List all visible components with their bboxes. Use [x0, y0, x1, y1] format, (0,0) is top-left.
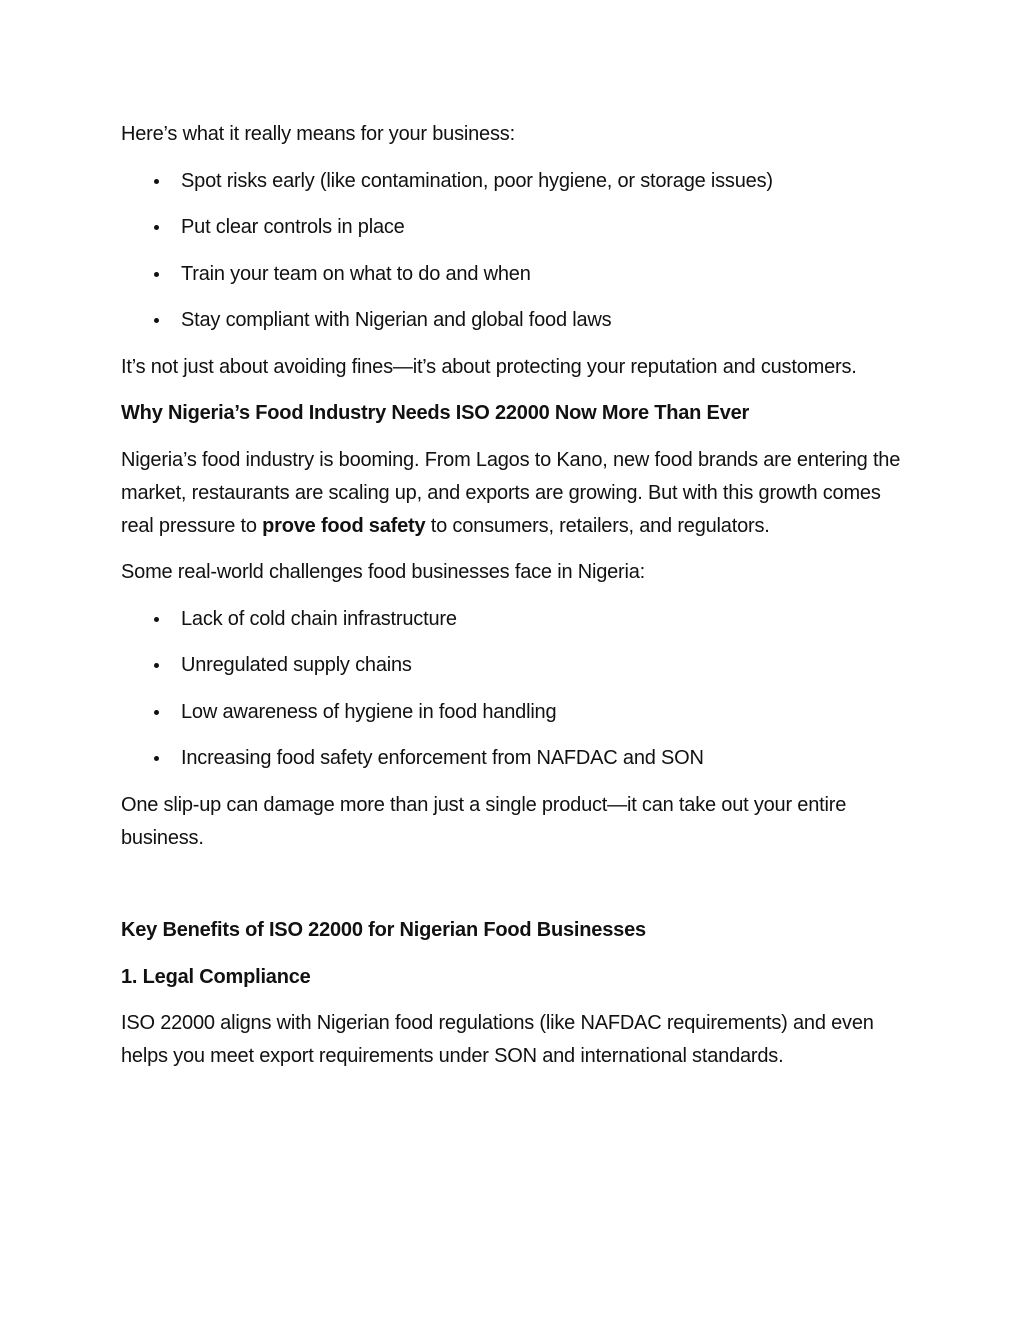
booming-text-bold: prove food safety	[262, 514, 426, 537]
list-item	[121, 742, 911, 775]
challenges-intro: Some real-world challenges food businesses face in Nigeria:	[121, 561, 646, 583]
legal-compliance-paragraph: ISO 22000 aligns with Nigerian food regulations (like NAFDAC requirements) and even helps you meet export requirements under SON and international standards.	[121, 1012, 874, 1067]
reputation-paragraph: It’s not just about avoiding fines—it’s about protecting your reputation and customers.	[121, 355, 857, 378]
list-item	[121, 258, 911, 291]
list-item	[121, 696, 911, 729]
list-item-text: Train your team on what to do and when	[181, 262, 531, 285]
document-body	[121, 118, 911, 1087]
slip-up-paragraph: One slip-up can damage more than just a single product—it can take out your entire business.	[121, 793, 847, 849]
intro-paragraph: Here’s what it really means for your business:	[121, 123, 515, 145]
legal-compliance-heading: 1. Legal Compliance	[121, 965, 311, 988]
list-item-text: Lack of cold chain infrastructure	[181, 607, 457, 630]
list-item-text: Unregulated supply chains	[181, 654, 412, 676]
bullet-icon	[154, 225, 159, 230]
section-spacer	[121, 868, 911, 914]
challenges-list	[121, 603, 911, 776]
bullet-icon	[154, 663, 159, 668]
list-item-text: Put clear controls in place	[181, 216, 405, 238]
list-item-text: Stay compliant with Nigerian and global food laws	[181, 309, 612, 331]
list-item	[121, 211, 911, 244]
bullet-icon	[154, 710, 159, 715]
list-item	[121, 165, 911, 198]
key-benefits-heading: Key Benefits of ISO 22000 for Nigerian Food Businesses	[121, 919, 646, 941]
why-heading: Why Nigeria’s Food Industry Needs ISO 22000 Now More Than Ever	[121, 402, 750, 424]
bullet-icon	[154, 179, 159, 184]
bullet-icon	[154, 318, 159, 323]
bullet-icon	[154, 756, 159, 761]
booming-text-start: Nigeria’s food industry is booming. From Lagos to Kano, new food brands are entering the market, restaurants are scaling up, and exports are growing. But with this growth comes real pressure to	[121, 448, 901, 537]
list-item-text: Increasing food safety enforcement from NAFDAC and SON	[181, 747, 704, 769]
benefits-list	[121, 165, 911, 338]
booming-text-end: to consumers, retailers, and regulators.	[425, 514, 770, 537]
list-item-text: Spot risks early (like contamination, poor hygiene, or storage issues)	[181, 169, 773, 192]
list-item-text: Low awareness of hygiene in food handling	[181, 700, 557, 723]
list-item	[121, 603, 911, 636]
list-item	[121, 649, 911, 682]
list-item	[121, 304, 911, 337]
bullet-icon	[154, 272, 159, 277]
bullet-icon	[154, 617, 159, 622]
booming-paragraph	[121, 444, 911, 543]
